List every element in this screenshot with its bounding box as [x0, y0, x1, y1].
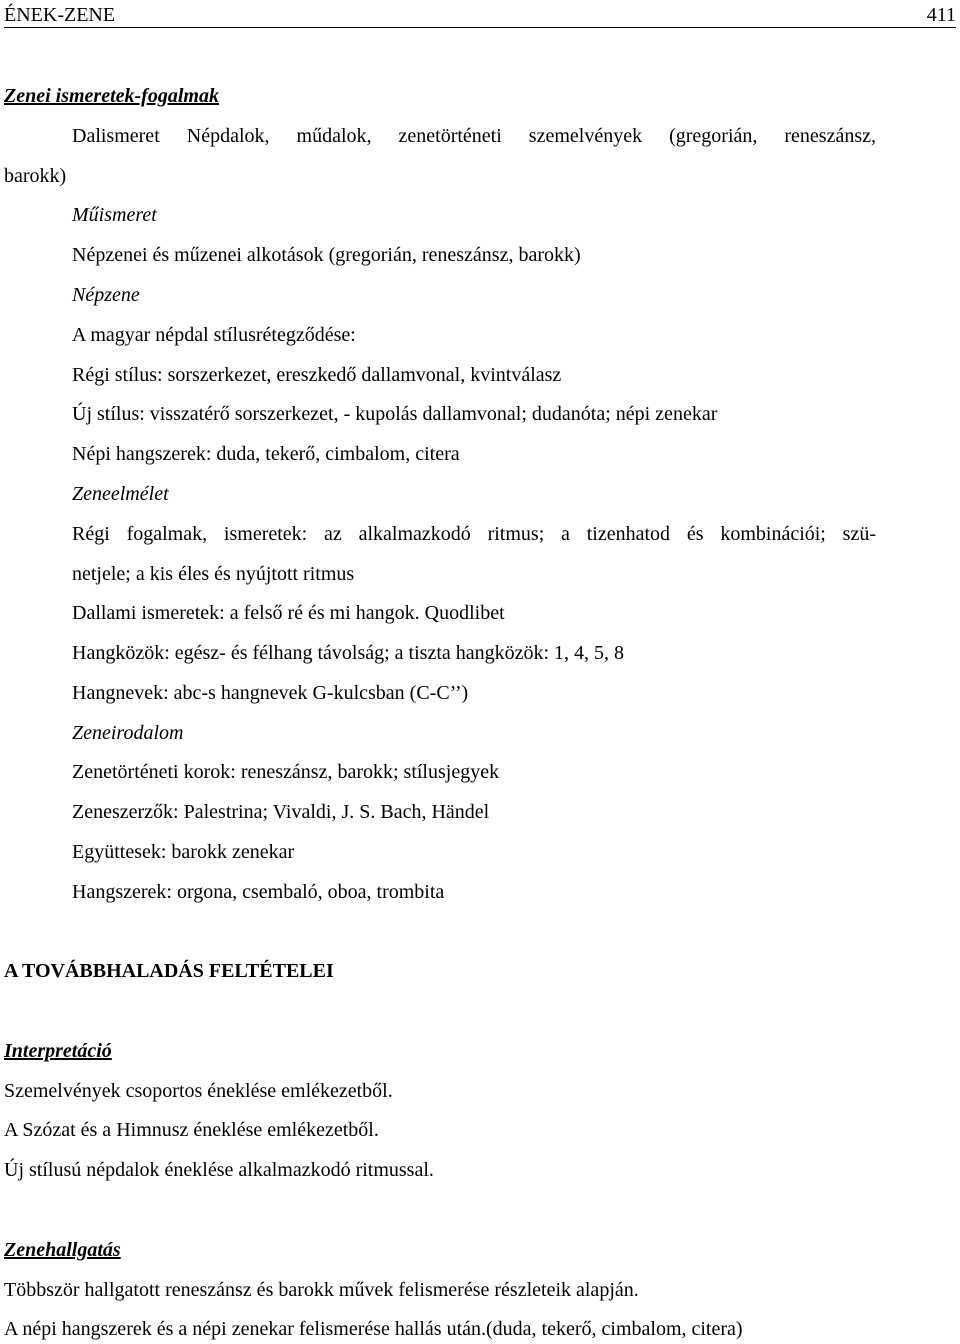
dalismeret-line-1: Dalismeret Népdalok, műdalok, zenetörténeti szemelvények (gregorián, reneszánsz, — [72, 125, 876, 147]
zeneirodalom-line: Hangszerek: orgona, csembaló, oboa, trombita — [72, 881, 445, 903]
zenehallgatas-line: Többször hallgatott reneszánsz és barokk művek felismerése részleteik alapján. — [4, 1279, 639, 1301]
zeneelmelet-line: Dallami ismeretek: a felső ré és mi hangok. Quodlibet — [72, 602, 505, 624]
interpretacio-line: Új stílusú népdalok éneklése alkalmazkodó ritmussal. — [4, 1159, 434, 1181]
zeneirodalom-line: Zeneszerzők: Palestrina; Vivaldi, J. S. Bach, Händel — [72, 801, 490, 823]
section-title-interpretacio: Interpretáció — [4, 1040, 112, 1062]
zeneirodalom-line: Együttesek: barokk zenekar — [72, 841, 295, 863]
zeneirodalom-heading: Zeneirodalom — [72, 722, 184, 744]
muismeret-heading: Műismeret — [72, 204, 157, 226]
zeneelmelet-line: Hangnevek: abc-s hangnevek G-kulcsban (C-C’’) — [72, 682, 469, 704]
nepzene-heading: Népzene — [72, 284, 140, 306]
section-title-zenei-ismeretek: Zenei ismeretek-fogalmak — [4, 85, 219, 107]
zeneelmelet-heading: Zeneelmélet — [72, 483, 169, 505]
interpretacio-line: Szemelvények csoportos éneklése emlékezetből. — [4, 1080, 393, 1102]
section-title-zenehallgatas: Zenehallgatás — [4, 1239, 121, 1261]
muismeret-text: Népzenei és műzenei alkotások (gregorián, reneszánsz, barokk) — [72, 244, 581, 266]
zeneelmelet-line-1: Régi fogalmak, ismeretek: az alkalmazkodó ritmus; a tizenhatod és kombinációi; szü- — [72, 523, 876, 545]
zeneelmelet-line: netjele; a kis éles és nyújtott ritmus — [72, 563, 355, 585]
page-header — [4, 3, 956, 28]
nepzene-line: Új stílus: visszatérő sorszerkezet, - kupolás dallamvonal; dudanóta; népi zenekar — [72, 403, 718, 425]
zenehallgatas-line: A népi hangszerek és a népi zenekar felismerése hallás után.(duda, tekerő, cimbalom, citera) — [4, 1318, 743, 1340]
header-title: ÉNEK-ZENE — [4, 4, 116, 26]
zeneirodalom-line: Zenetörténeti korok: reneszánsz, barokk; stílusjegyek — [72, 761, 500, 783]
dalismeret-line-2: barokk) — [4, 165, 67, 187]
nepzene-line: Népi hangszerek: duda, tekerő, cimbalom, citera — [72, 443, 460, 465]
header-page-number: 411 — [926, 4, 956, 26]
nepzene-line: A magyar népdal stílusrétegződése: — [72, 324, 356, 346]
main-heading-tovabbhaladas: A TOVÁBBHALADÁS FELTÉTELEI — [4, 960, 334, 982]
zeneelmelet-line: Hangközök: egész- és félhang távolság; a tiszta hangközök: 1, 4, 5, 8 — [72, 642, 625, 664]
nepzene-line: Régi stílus: sorszerkezet, ereszkedő dallamvonal, kvintválasz — [72, 364, 562, 386]
interpretacio-line: A Szózat és a Himnusz éneklése emlékezetből. — [4, 1119, 379, 1141]
